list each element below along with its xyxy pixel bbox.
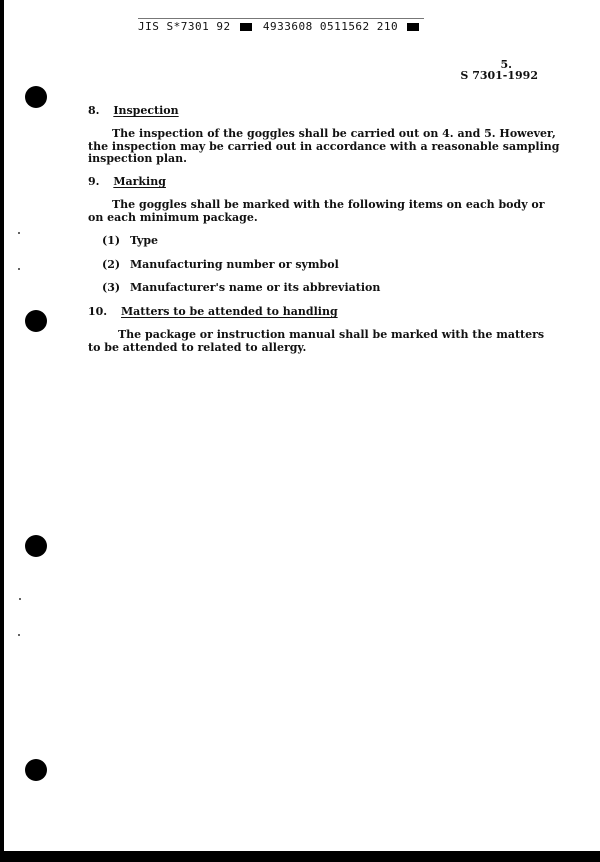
section-body-inspection [88, 127, 560, 166]
body-line: The package or instruction manual shall be marked with the matters [118, 328, 545, 341]
list-item-number: (3) [102, 281, 121, 294]
section-number: 10. [88, 305, 108, 318]
list-item [102, 281, 380, 294]
page-number: 5. [500, 58, 512, 71]
list-item-number: (2) [102, 258, 121, 271]
scan-speck [19, 598, 21, 600]
body-line: the inspection may be carried out in accordance with a reasonable sampling [88, 139, 560, 153]
section-title: Inspection [113, 104, 179, 117]
section-heading-inspection [88, 104, 179, 117]
list-item-text: Manufacturing number or symbol [130, 258, 339, 271]
section-number: 8. [88, 104, 100, 117]
section-body-handling [88, 329, 550, 354]
header-code [138, 20, 423, 33]
list-item-text: Type [130, 234, 159, 247]
scan-speck [18, 268, 20, 270]
standard-code: S 7301-1992 [460, 69, 538, 82]
section-heading-marking [88, 175, 166, 188]
body-line: The goggles shall be marked with the following items on each body or [112, 198, 545, 211]
list-item-number: (1) [102, 234, 121, 247]
body-line: on each minimum package. [88, 210, 258, 224]
punch-hole [25, 535, 47, 557]
scan-edge-left [0, 0, 4, 862]
barcode-block-icon [240, 23, 252, 31]
barcode-block-icon [407, 23, 419, 31]
list-item [102, 234, 158, 247]
header-rule [138, 18, 424, 19]
punch-hole [25, 310, 47, 332]
body-line: The inspection of the goggles shall be carried out on 4. and 5. However, [112, 127, 556, 140]
section-title: Marking [113, 175, 166, 188]
list-item [102, 258, 339, 271]
scan-edge-bottom [0, 851, 600, 862]
body-line: inspection plan. [88, 152, 188, 165]
header-code-part1: JIS S*7301 92 [138, 20, 231, 33]
header-code-part2: 4933608 0511562 210 [262, 20, 399, 33]
scan-speck [18, 634, 20, 636]
scan-speck [18, 232, 20, 234]
punch-hole [25, 759, 47, 781]
punch-hole [25, 86, 47, 108]
body-line: to be attended to related to allergy. [88, 340, 307, 354]
list-item-text: Manufacturer's name or its abbreviation [130, 281, 381, 294]
section-body-marking [88, 199, 550, 224]
section-heading-handling [88, 305, 338, 318]
section-title: Matters to be attended to handling [120, 305, 338, 318]
section-number: 9. [88, 175, 100, 188]
